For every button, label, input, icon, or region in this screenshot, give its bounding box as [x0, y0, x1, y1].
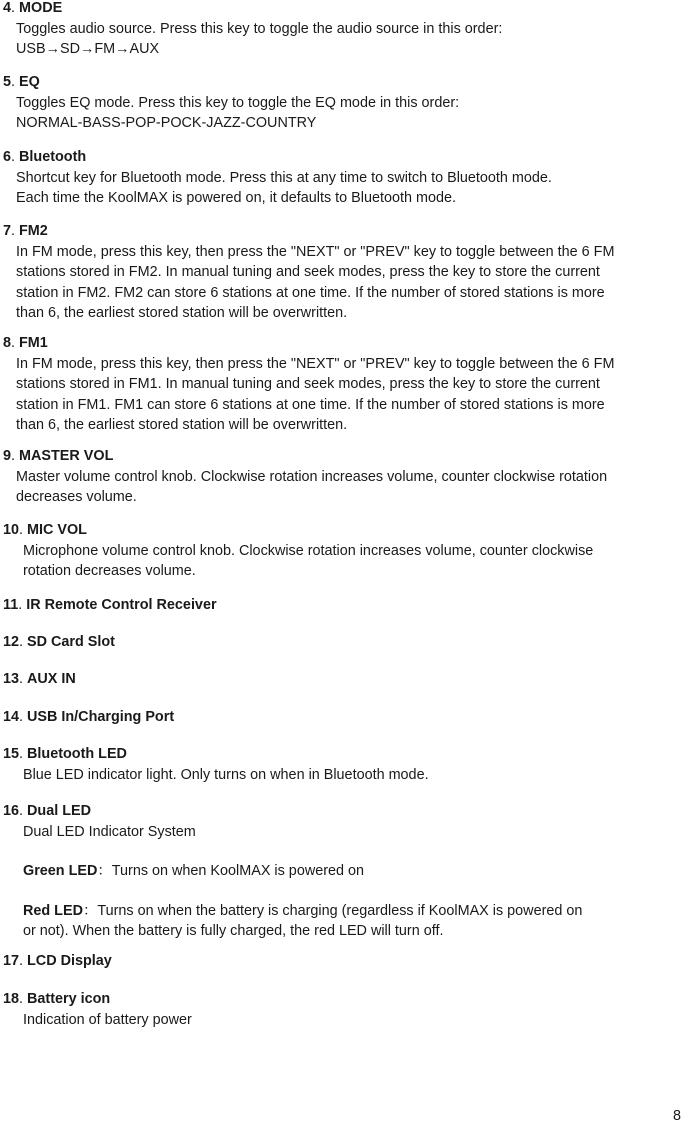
item-number-dot: .: [11, 223, 20, 239]
description-line: Toggles audio source. Press this key to toggle the audio source in this order:: [16, 20, 503, 37]
item-description: [3, 242, 675, 324]
item-title: MODE: [19, 0, 63, 16]
item-number-dot: .: [11, 149, 20, 165]
item-description: [3, 93, 675, 134]
item-title: FM2: [19, 223, 48, 239]
item-title: EQ: [19, 74, 40, 90]
item-heading: [3, 147, 675, 168]
item-number: 6: [3, 149, 12, 165]
description-line: stations stored in FM2. In manual tuning and seek modes, press the key to store the current: [16, 264, 600, 280]
item-description: [3, 541, 675, 582]
item-heading: [3, 632, 675, 653]
item-number: 9: [3, 448, 12, 464]
item-title: Battery icon: [27, 991, 111, 1007]
description-line: Dual LED Indicator System: [23, 823, 196, 840]
item-description: [3, 19, 675, 60]
description-line: Microphone volume control knob. Clockwise rotation increases volume, counter clockwise: [23, 542, 594, 559]
item-heading: [3, 801, 675, 822]
item-title: MASTER VOL: [19, 448, 114, 464]
description-line: NORMAL-BASS-POP-POCK-JAZZ-COUNTRY: [16, 115, 317, 131]
description-line: Master volume control knob. Clockwise rotation increases volume, counter clockwise rotation: [16, 468, 608, 485]
item-description: [3, 354, 675, 436]
led-label: Red LED: [23, 902, 83, 919]
description-line: Indication of battery power: [23, 1011, 192, 1028]
description-line: In FM mode, press this key, then press the "NEXT" or "PREV" key to toggle between the 6 FM: [16, 243, 615, 260]
item-7: [3, 221, 675, 324]
item-description: [3, 765, 675, 786]
description-line: Shortcut key for Bluetooth mode. Press this at any time to switch to Bluetooth mode.: [16, 169, 552, 186]
item-heading: [3, 595, 675, 616]
item-number: 17: [3, 953, 20, 969]
description-line: decreases volume.: [16, 489, 137, 505]
item-number-dot: .: [18, 597, 27, 613]
item-heading: [3, 744, 675, 765]
item-number-dot: .: [11, 335, 20, 351]
led-description: Turns on when KoolMAX is powered on: [111, 863, 365, 879]
led-label: Green LED: [23, 863, 98, 879]
item-13: [3, 669, 675, 690]
led-entry-line: [23, 921, 675, 942]
item-description: [3, 822, 675, 942]
item-title: AUX IN: [27, 671, 76, 687]
item-description: [3, 467, 675, 508]
item-title: Dual LED: [27, 803, 91, 819]
item-number: 13: [3, 671, 20, 687]
item-title: FM1: [19, 335, 48, 351]
item-heading: [3, 707, 675, 728]
item-number-dot: .: [11, 448, 20, 464]
page-number: 8: [672, 1108, 681, 1124]
item-description: [3, 1010, 675, 1031]
led-entry: [23, 861, 675, 882]
item-18: [3, 989, 675, 1030]
description-line: station in FM2. FM2 can store 6 stations at one time. If the number of stored stations is more: [16, 284, 605, 301]
item-16: [3, 801, 675, 942]
item-number-dot: .: [19, 671, 28, 687]
item-number-dot: .: [11, 74, 20, 90]
item-8: [3, 333, 675, 436]
item-6: [3, 147, 675, 209]
item-title: Bluetooth LED: [27, 746, 127, 762]
item-number-dot: .: [19, 953, 28, 969]
item-9: [3, 446, 675, 508]
item-number: 4: [3, 0, 12, 16]
description-line: station in FM1. FM1 can store 6 stations at one time. If the number of stored stations is more: [16, 396, 605, 413]
item-number: 7: [3, 223, 12, 239]
item-heading: [3, 669, 675, 690]
description-line: rotation decreases volume.: [23, 563, 196, 579]
item-number: 11: [3, 597, 19, 613]
item-heading: [3, 520, 675, 541]
item-number: 16: [3, 803, 20, 819]
item-description: [3, 168, 675, 209]
led-label-separator: ：: [97, 863, 112, 879]
item-heading: [3, 989, 675, 1010]
item-heading: [3, 446, 675, 467]
description-line: than 6, the earliest stored station will be overwritten.: [16, 417, 348, 433]
item-number: 14: [3, 709, 20, 725]
description-line: Each time the KoolMAX is powered on, it defaults to Bluetooth mode.: [16, 190, 456, 206]
item-number-dot: .: [19, 803, 28, 819]
item-number: 10: [3, 522, 20, 538]
item-number-dot: .: [19, 746, 28, 762]
item-heading: [3, 72, 675, 93]
item-heading: [3, 951, 675, 972]
description-line: Toggles EQ mode. Press this key to toggle the EQ mode in this order:: [16, 94, 460, 111]
item-title: MIC VOL: [27, 522, 87, 538]
item-12: [3, 632, 675, 653]
item-title: Bluetooth: [19, 149, 87, 165]
description-line: than 6, the earliest stored station will be overwritten.: [16, 305, 348, 321]
item-title: USB In/Charging Port: [27, 709, 175, 725]
item-heading: [3, 333, 675, 354]
led-description: Turns on when the battery is charging (regardless if KoolMAX is powered on: [97, 902, 583, 919]
description-line: In FM mode, press this key, then press the "NEXT" or "PREV" key to toggle between the 6 FM: [16, 355, 615, 372]
description-line: USB→SD→FM→AUX: [16, 41, 160, 57]
item-number: 15: [3, 746, 20, 762]
led-entry-line: [23, 861, 675, 882]
item-title: LCD Display: [27, 953, 112, 969]
item-11: [3, 595, 675, 616]
item-heading: [3, 221, 675, 242]
item-number: 18: [3, 991, 20, 1007]
item-number-dot: .: [19, 522, 28, 538]
item-title: IR Remote Control Receiver: [26, 597, 217, 613]
item-number: 5: [3, 74, 12, 90]
item-number: 8: [3, 335, 12, 351]
item-4: [3, 0, 675, 60]
led-label-separator: ：: [82, 902, 98, 919]
led-entry: [23, 901, 675, 942]
item-number-dot: .: [19, 709, 28, 725]
description-line: Blue LED indicator light. Only turns on when in Bluetooth mode.: [23, 766, 429, 783]
item-number: 12: [3, 634, 20, 650]
item-14: [3, 707, 675, 728]
item-heading: [3, 0, 675, 19]
description-line: stations stored in FM1. In manual tuning and seek modes, press the key to store the current: [16, 376, 600, 392]
led-entry-line: [23, 901, 675, 922]
led-description: or not). When the battery is fully charged, the red LED will turn off.: [23, 923, 444, 939]
item-number-dot: .: [19, 634, 28, 650]
item-10: [3, 520, 675, 582]
item-title: SD Card Slot: [27, 634, 115, 650]
item-number-dot: .: [19, 991, 28, 1007]
item-15: [3, 744, 675, 785]
item-5: [3, 72, 675, 134]
item-17: [3, 951, 675, 972]
item-number-dot: .: [11, 0, 20, 16]
